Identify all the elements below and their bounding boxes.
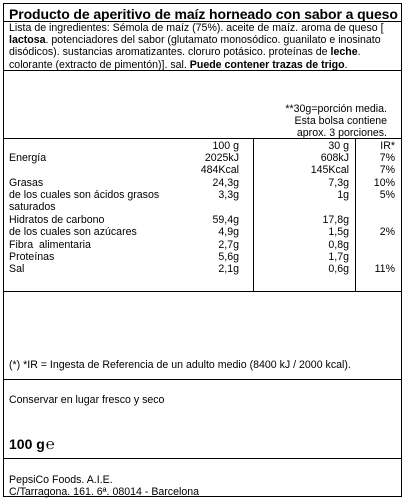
value-per-100g: 3,3g [218, 189, 239, 201]
ingredients-list [9, 22, 397, 71]
nutrient-name: de los cuales son ácidos grasos [9, 189, 160, 201]
ingredients-line [9, 34, 397, 46]
value-per-30g: 17,8g [322, 214, 349, 226]
value-per-100g: 5,6g [218, 251, 239, 263]
estimated-sign-icon: ℮ [45, 436, 55, 453]
ingredients-line [9, 59, 397, 71]
nutrient-name: Fibra alimentaria [9, 239, 91, 251]
weight-divider [4, 458, 401, 459]
value-per-30g: 0,8g [328, 239, 349, 251]
value-per-100g: 24,3g [212, 177, 239, 189]
portion-info [237, 103, 387, 140]
ingredients-line: Lista de ingredientes: Sémola de maíz (75%). aceite de maíz. aroma de queso [ [9, 22, 384, 34]
column-divider [355, 138, 356, 291]
value-ir: 5% [379, 189, 395, 201]
value-ir: 11% [374, 263, 395, 275]
nutrient-name: Energía [9, 152, 47, 164]
nutrient-name: saturados [9, 201, 56, 213]
value-per-30g: 145Kcal [310, 164, 349, 176]
value-ir: 10% [373, 177, 395, 189]
product-title: Producto de aperitivo de maíz horneado con sabor a queso [9, 6, 398, 22]
nutrition-label [3, 3, 402, 497]
nutrient-name: Sal [9, 263, 25, 275]
value-per-100g: 59,4g [212, 214, 239, 226]
portion-line: aprox. 3 porciones. [296, 127, 387, 140]
value-per-100g: 4,9g [218, 226, 239, 238]
column-divider [253, 138, 254, 291]
value-per-30g: 1,5g [328, 226, 349, 238]
table-bottom-divider [4, 291, 401, 292]
footnote-divider [4, 379, 401, 380]
value-per-30g: 0,6g [328, 263, 349, 275]
value-per-100g: 2025kJ [204, 152, 239, 164]
ingredients-text: disódicos). sustancias aromatizantes. cloruro potásico. proteínas de [9, 46, 328, 59]
nutrient-name: de los cuales son azúcares [9, 226, 137, 238]
value-per-30g: 608kJ [320, 152, 349, 164]
table-top-divider [4, 138, 401, 139]
storage-instructions: Conservar en lugar fresco y seco [9, 394, 165, 406]
portion-line: **30g=porción media. [285, 103, 387, 115]
nutrient-name: Proteínas [9, 251, 55, 263]
ingredients-text: colorante (extracto de pimentón)]. sal. [9, 58, 187, 71]
value-per-30g: 1g [337, 189, 349, 201]
value-per-30g: 7,3g [328, 177, 349, 189]
net-weight-value: 100 g [9, 436, 45, 452]
value-ir: 7% [379, 152, 395, 164]
ir-footnote: (*) *IR = Ingesta de Referencia de un adulto medio (8400 kJ / 2000 kcal). [9, 359, 351, 371]
value-per-100g: 484Kcal [200, 164, 239, 176]
allergen-lactose: lactosa [9, 34, 46, 47]
header-ir: IR* [380, 140, 395, 152]
portion-line: Esta bolsa contiene [294, 115, 387, 128]
header-per-30g: 30 g [328, 140, 349, 152]
value-per-100g: 2,7g [218, 239, 239, 251]
ingredients-text: . potenciadores del sabor (glutamato monosódico. guanilato e inosinato [45, 34, 381, 47]
value-ir: 7% [379, 164, 395, 176]
company-address: C/Tarragona. 161. 6ª. 08014 - Barcelona [9, 486, 200, 498]
value-ir: 2% [379, 226, 395, 238]
ingredients-line [9, 46, 397, 58]
nutrient-name: Grasas [9, 177, 44, 189]
ingredients-text: . [344, 58, 348, 71]
company-name: PepsiCo Foods. A.I.E. [9, 474, 113, 486]
nutrient-name: Hidratos de carbono [9, 214, 105, 226]
value-per-30g: 1,7g [328, 251, 349, 263]
ingredients-divider [4, 70, 401, 71]
value-per-100g: 2,1g [218, 263, 239, 275]
allergen-milk: leche [330, 46, 358, 59]
header-per-100g: 100 g [212, 140, 239, 152]
allergen-warning: Puede contener trazas de trigo [189, 58, 345, 71]
net-weight [9, 436, 55, 453]
ingredients-text: . [357, 46, 361, 59]
